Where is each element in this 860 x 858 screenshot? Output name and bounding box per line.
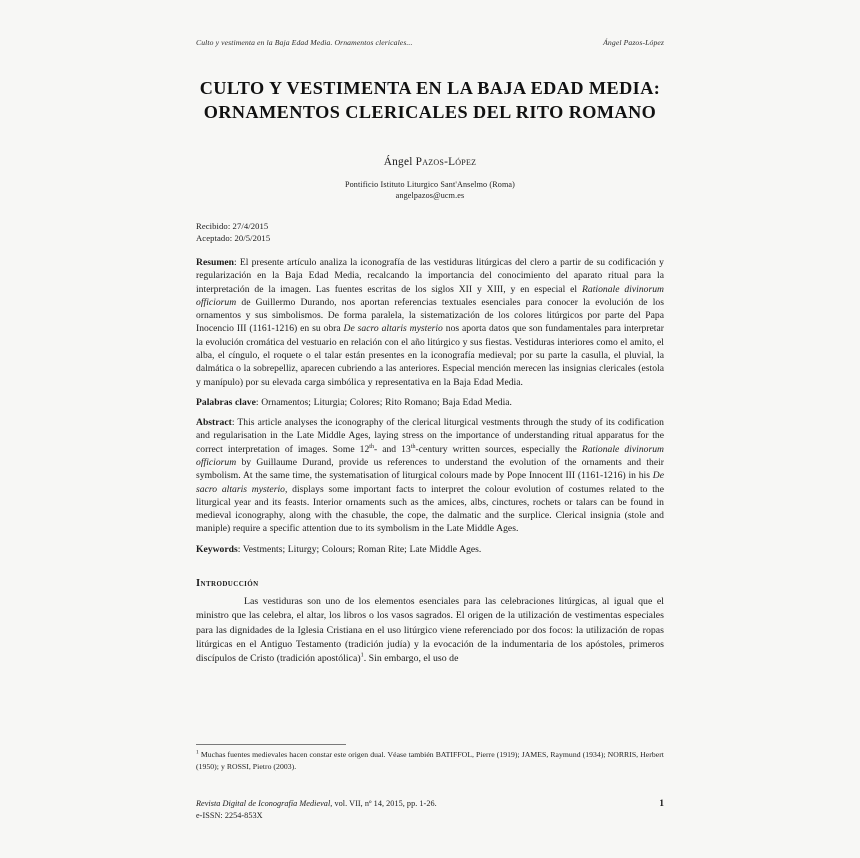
footnote-separator-rule — [196, 744, 346, 745]
running-head-title: Culto y vestimenta en la Baja Edad Media. Ornamentos clericales... — [196, 38, 413, 47]
footer-citation-details: , vol. VII, nº 14, 2015, pp. 1-26. — [330, 799, 437, 808]
page-number: 1 — [659, 798, 664, 809]
abstract-spanish-italic-1: Rationale divinorum officiorum — [196, 283, 664, 308]
submission-dates — [196, 220, 664, 244]
footer-journal-name: Revista Digital de Iconografía Medieval — [196, 799, 331, 808]
abstract-english — [196, 416, 664, 536]
abstract-spanish-text-3: nos aporta datos que son fundamentales para interpretar la evolución cromática del vestuario en relación con el año litúrgico y sus fiestas. Vestiduras interiores como el amito, el alba, el cíngulo, el roquete o el talar están presentes en la iconografía medieval; por su parte la casulla, el pluvial, la dalmática o la sobrepelliz, aparecen cubriendo a las anteriores. Especial mención merecen las insignias clericales (estola y manípulo) por su elevada carga simbólica y representativa en la Baja Edad Media. — [196, 323, 664, 388]
keywords-spanish-label: Palabras clave — [196, 396, 256, 408]
introduction-paragraph — [196, 595, 664, 667]
introduction-text-1: Las vestiduras son uno de los elementos esenciales para las celebraciones litúrgicas, al igual que el ministro que las celebra, el altar, los libros o los vasos sagrados. El origen de la utilización de vestimentas especiales para las dignidades de la Iglesia Cristiana en el uso litúrgico viene referenciado por dos focos: la utilización de ropas litúrgicas en el Antiguo Testamento (tradición judía) y la evocación de la indumentaria de los apóstoles, primeros discípulos de Cristo (tradición apostólica) — [196, 595, 664, 665]
abstract-spanish-text-2: de Guillermo Durando, nos aportan referencias textuales esenciales para conocer la evolución de los ornamentos y sus simbolismos. De forma paralela, la sistematización de los colores litúrgicos por parte del Papa Inocencio III (1161-1216) en su obra — [196, 296, 664, 335]
footnote-marker-1: 1 — [196, 749, 199, 756]
abstract-spanish — [196, 256, 664, 389]
abstract-english-text-1: : This article analyses the iconography of the clerical liturgical vestments through the study of its codification and regularisation in the Late Middle Ages, laying stress on the importance of understanding ritual apparatus for the correct interpretation of images. Some 12 — [196, 417, 664, 455]
keywords-english — [196, 543, 664, 556]
footer-citation-line — [196, 798, 437, 810]
author-surname: Pazos-López — [415, 156, 477, 168]
abstract-english-sup-2: th — [410, 443, 416, 450]
author-first-name: Ángel — [383, 156, 413, 168]
footnote-area — [196, 744, 664, 772]
keywords-spanish — [196, 396, 664, 409]
abstract-english-text-5: , displays some important facts to interpret the colour evolution of costumes related to the liturgical year and its feasts. Interior ornaments such as the amices, albs, cinctures, rochets or talars can be found in medieval iconography, along with the chasuble, the cope, the dalmatic and the surplice. Clerical insignia (stole and maniple) require a specific attention due to its symbolism in the Late Middle Ages. — [196, 483, 664, 535]
author-name — [384, 156, 477, 168]
footer-issn: e-ISSN: 2254-853X — [196, 811, 263, 821]
date-accepted: Aceptado: 20/5/2015 — [196, 233, 271, 244]
abstract-english-text-3: -century written sources, especially the — [415, 443, 582, 455]
abstract-english-italic-2: De sacro altaris mysterio — [196, 470, 664, 495]
article-content — [196, 256, 664, 667]
page-footer — [196, 798, 664, 823]
date-received: Recibido: 27/4/2015 — [196, 221, 269, 231]
abstract-spanish-text-1: : El presente artículo analiza la iconografía de las vestiduras litúrgicas del clero a partir de su codificación y regularización en la Baja Edad Media, recalcando la importancia del conocimiento del aparato ritual para la interpretación de la imagen. Las fuentes escritas de los siglos XII y XIII, y en especial el — [196, 257, 664, 295]
abstract-spanish-label: Resumen — [196, 257, 234, 268]
abstract-english-italic-1: Rationale divinorum officiorum — [196, 443, 664, 468]
footer-citation-block — [196, 798, 437, 823]
abstract-english-text-2: - and 13 — [373, 443, 411, 455]
author-email[interactable]: angelpazos@ucm.es — [395, 190, 465, 200]
author-block — [196, 152, 664, 170]
running-head-author: Ángel Pazos-López — [603, 38, 664, 47]
abstract-english-label: Abstract — [196, 417, 232, 429]
keywords-spanish-text: : Ornamentos; Liturgia; Colores; Rito Romano; Baja Edad Media. — [255, 396, 512, 408]
keywords-english-label: Keywords — [196, 543, 238, 555]
abstract-spanish-italic-2: De sacro altaris mysterio — [343, 323, 443, 335]
abstract-english-sup-1: th — [369, 443, 374, 450]
abstract-english-text-4: by Guillaume Durand, provide us references to understand the evolution of the ornaments and their symbolism. At the same time, the systematisation of liturgical colours made by Pope Innocent III (1161-1216) in his — [196, 456, 664, 482]
footnote-1-text: Muchas fuentes medievales hacen constar este origen dual. Véase también BATIFFOL, Pierre (1919); JAMES, Raymund (1934); NORRIS, Herbert (1950); y ROSSI, Pietro (2003). — [196, 750, 664, 771]
footnote-1 — [196, 749, 664, 772]
author-affiliation: Pontificio Istituto Liturgico Sant'Anselmo (Roma) — [344, 180, 516, 189]
running-head — [196, 38, 664, 47]
page-title: CULTO Y VESTIMENTA EN LA BAJA EDAD MEDIA: ORNAMENTOS CLERICALES DEL RITO ROMANO — [199, 78, 661, 123]
introduction-text-2: . Sin embargo, el uso de — [363, 653, 459, 665]
section-heading-introduccion: Introducción — [196, 577, 259, 589]
footnote-reference-1[interactable]: 1 — [360, 653, 364, 660]
keywords-english-text: : Vestments; Liturgy; Colours; Roman Rite; Late Middle Ages. — [237, 543, 482, 555]
affiliation-block — [196, 180, 664, 202]
title-block — [196, 76, 664, 124]
